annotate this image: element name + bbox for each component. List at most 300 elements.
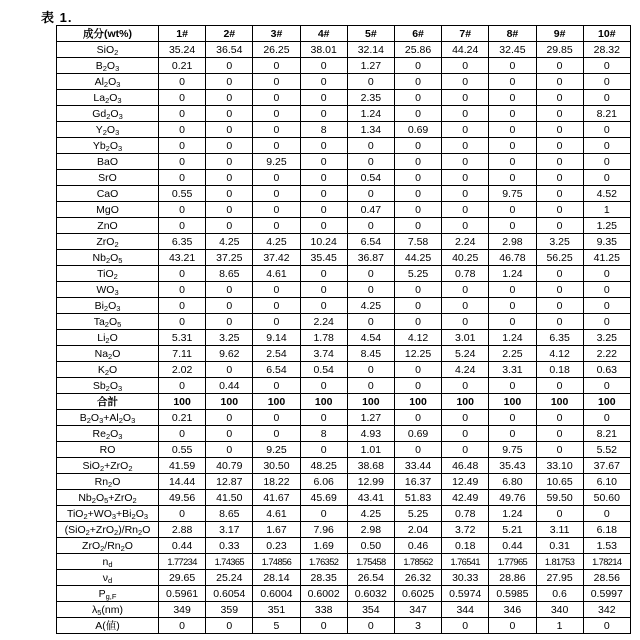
value-cell: 1.25: [583, 218, 630, 234]
value-cell: 41.50: [206, 490, 253, 506]
value-cell: 0: [300, 186, 347, 202]
value-cell: 4.54: [347, 330, 394, 346]
value-cell: 6.10: [583, 474, 630, 490]
value-cell: 8.21: [583, 106, 630, 122]
value-cell: 0: [159, 298, 206, 314]
value-cell: 0: [253, 298, 300, 314]
table-row: [57, 490, 631, 506]
value-cell: 0: [206, 362, 253, 378]
value-cell: 3.25: [583, 330, 630, 346]
value-cell: 38.68: [347, 458, 394, 474]
value-cell: 59.50: [536, 490, 583, 506]
value-cell: 340: [536, 602, 583, 618]
header-sample-10: 10#: [583, 26, 630, 42]
value-cell: 1.78: [300, 330, 347, 346]
value-cell: 0.6032: [347, 586, 394, 602]
table-row: [57, 74, 631, 90]
value-cell: 0: [206, 58, 253, 74]
value-cell: 351: [253, 602, 300, 618]
value-cell: 7.58: [394, 234, 441, 250]
value-cell: 0: [583, 90, 630, 106]
value-cell: 2.98: [489, 234, 536, 250]
value-cell: 0: [536, 202, 583, 218]
table-row: [57, 298, 631, 314]
value-cell: 0: [394, 58, 441, 74]
value-cell: 0: [442, 122, 489, 138]
value-cell: 0: [442, 186, 489, 202]
value-cell: 100: [394, 394, 441, 410]
value-cell: 0: [489, 58, 536, 74]
value-cell: 0: [347, 138, 394, 154]
header-sample-9: 9#: [536, 26, 583, 42]
row-label: $La_2O_3$: [57, 90, 159, 106]
value-cell: 0: [583, 266, 630, 282]
value-cell: 0.44: [206, 378, 253, 394]
value-cell: 45.69: [300, 490, 347, 506]
value-cell: 9.25: [253, 154, 300, 170]
value-cell: 0: [583, 170, 630, 186]
value-cell: 0: [536, 266, 583, 282]
value-cell: 0: [489, 218, 536, 234]
table-row: [57, 234, 631, 250]
value-cell: 9.75: [489, 186, 536, 202]
value-cell: 37.67: [583, 458, 630, 474]
value-cell: 0: [489, 378, 536, 394]
table-row: [57, 570, 631, 586]
table-row: [57, 122, 631, 138]
value-cell: 2.25: [489, 346, 536, 362]
value-cell: 30.50: [253, 458, 300, 474]
value-cell: 28.14: [253, 570, 300, 586]
value-cell: 0: [536, 58, 583, 74]
value-cell: 1.27: [347, 410, 394, 426]
value-cell: 50.60: [583, 490, 630, 506]
value-cell: 0: [394, 154, 441, 170]
value-cell: 0: [583, 122, 630, 138]
header-sample-1: 1#: [159, 26, 206, 42]
table-row: [57, 442, 631, 458]
value-cell: 1.74365: [206, 554, 253, 570]
value-cell: 8: [300, 426, 347, 442]
value-cell: 4.25: [206, 234, 253, 250]
value-cell: 9.35: [583, 234, 630, 250]
value-cell: 0.55: [159, 442, 206, 458]
value-cell: 0: [206, 618, 253, 634]
value-cell: 1.27: [347, 58, 394, 74]
table-row: [57, 58, 631, 74]
value-cell: 0: [300, 266, 347, 282]
row-label: $Ta_2O_5$: [57, 314, 159, 330]
table-row: [57, 202, 631, 218]
value-cell: 0: [206, 442, 253, 458]
value-cell: 35.24: [159, 42, 206, 58]
value-cell: 0: [442, 138, 489, 154]
row-label: $n_d$: [57, 554, 159, 570]
table-row: [57, 538, 631, 554]
value-cell: 0: [536, 90, 583, 106]
value-cell: 0: [583, 378, 630, 394]
value-cell: 1.77965: [489, 554, 536, 570]
value-cell: 0.63: [583, 362, 630, 378]
value-cell: 0.5961: [159, 586, 206, 602]
value-cell: 0: [347, 74, 394, 90]
composition-table: [56, 25, 631, 634]
value-cell: 6.80: [489, 474, 536, 490]
value-cell: 0: [206, 138, 253, 154]
value-cell: 0: [159, 138, 206, 154]
value-cell: 0: [442, 378, 489, 394]
value-cell: 35.43: [489, 458, 536, 474]
value-cell: 347: [394, 602, 441, 618]
value-cell: 8.65: [206, 506, 253, 522]
value-cell: 0.47: [347, 202, 394, 218]
value-cell: 1.01: [347, 442, 394, 458]
value-cell: 0.23: [253, 538, 300, 554]
value-cell: 0: [300, 170, 347, 186]
row-label: $K_2O$: [57, 362, 159, 378]
value-cell: 0: [583, 506, 630, 522]
value-cell: 0: [347, 362, 394, 378]
value-cell: 0: [536, 74, 583, 90]
value-cell: 0: [300, 298, 347, 314]
value-cell: 3.25: [536, 234, 583, 250]
value-cell: 0: [206, 122, 253, 138]
value-cell: 0: [394, 106, 441, 122]
table-row: [57, 362, 631, 378]
value-cell: 0.69: [394, 122, 441, 138]
table-row: [57, 282, 631, 298]
value-cell: 0: [159, 266, 206, 282]
value-cell: 0: [206, 314, 253, 330]
value-cell: 0: [206, 74, 253, 90]
value-cell: 0: [159, 106, 206, 122]
value-cell: 0: [489, 410, 536, 426]
value-cell: 3.25: [206, 330, 253, 346]
value-cell: 0: [300, 618, 347, 634]
value-cell: 4.93: [347, 426, 394, 442]
value-cell: 342: [583, 602, 630, 618]
value-cell: 5.25: [394, 266, 441, 282]
value-cell: 0: [347, 186, 394, 202]
value-cell: 0: [536, 138, 583, 154]
value-cell: 0: [253, 314, 300, 330]
value-cell: 56.25: [536, 250, 583, 266]
value-cell: 3.31: [489, 362, 536, 378]
table-row: [57, 42, 631, 58]
value-cell: 9.14: [253, 330, 300, 346]
row-label: SrO: [57, 170, 159, 186]
table-row: [57, 314, 631, 330]
value-cell: 1.69: [300, 538, 347, 554]
row-label: $Nb_2O_5+ZrO_2$: [57, 490, 159, 506]
value-cell: 29.65: [159, 570, 206, 586]
value-cell: 0: [536, 122, 583, 138]
value-cell: 9.62: [206, 346, 253, 362]
value-cell: 0.6002: [300, 586, 347, 602]
value-cell: 100: [536, 394, 583, 410]
row-label: A(値): [57, 618, 159, 634]
value-cell: 0: [536, 426, 583, 442]
value-cell: 100: [489, 394, 536, 410]
value-cell: 5: [253, 618, 300, 634]
value-cell: 0: [583, 74, 630, 90]
value-cell: 1.76541: [442, 554, 489, 570]
value-cell: 6.54: [347, 234, 394, 250]
row-label: $Al_2O_3$: [57, 74, 159, 90]
value-cell: 27.95: [536, 570, 583, 586]
value-cell: 3.17: [206, 522, 253, 538]
value-cell: 4.25: [347, 298, 394, 314]
value-cell: 0: [442, 426, 489, 442]
value-cell: 0: [159, 170, 206, 186]
value-cell: 18.22: [253, 474, 300, 490]
value-cell: 0: [300, 442, 347, 458]
value-cell: 42.49: [442, 490, 489, 506]
value-cell: 28.86: [489, 570, 536, 586]
value-cell: 0: [536, 186, 583, 202]
value-cell: 7.11: [159, 346, 206, 362]
value-cell: 0: [489, 618, 536, 634]
value-cell: 0: [206, 218, 253, 234]
value-cell: 26.25: [253, 42, 300, 58]
value-cell: 0: [489, 138, 536, 154]
value-cell: 0: [442, 58, 489, 74]
table-row: [57, 138, 631, 154]
value-cell: 4.25: [253, 234, 300, 250]
value-cell: 0.21: [159, 58, 206, 74]
value-cell: 3.01: [442, 330, 489, 346]
value-cell: 1.24: [489, 266, 536, 282]
value-cell: 1.34: [347, 122, 394, 138]
value-cell: 0: [536, 106, 583, 122]
value-cell: 1: [583, 202, 630, 218]
table-row: [57, 522, 631, 538]
value-cell: 0: [300, 202, 347, 218]
value-cell: 32.14: [347, 42, 394, 58]
value-cell: 2.54: [253, 346, 300, 362]
value-cell: 0: [159, 282, 206, 298]
value-cell: 359: [206, 602, 253, 618]
value-cell: 12.99: [347, 474, 394, 490]
value-cell: 0: [394, 362, 441, 378]
value-cell: 0: [442, 298, 489, 314]
value-cell: 0: [347, 218, 394, 234]
value-cell: 49.56: [159, 490, 206, 506]
value-cell: 0.78: [442, 506, 489, 522]
value-cell: 0: [442, 154, 489, 170]
row-label: $B_2O_3+Al_2O_3$: [57, 410, 159, 426]
value-cell: 0: [536, 154, 583, 170]
value-cell: 0: [394, 186, 441, 202]
value-cell: 0: [206, 106, 253, 122]
row-label: $Re_2O_3$: [57, 426, 159, 442]
value-cell: 10.65: [536, 474, 583, 490]
value-cell: 0: [489, 314, 536, 330]
value-cell: 0: [489, 282, 536, 298]
value-cell: 0: [536, 410, 583, 426]
header-sample-7: 7#: [442, 26, 489, 42]
table-row: [57, 186, 631, 202]
value-cell: 44.24: [442, 42, 489, 58]
value-cell: 0: [253, 186, 300, 202]
value-cell: 1.24: [489, 506, 536, 522]
value-cell: 5.52: [583, 442, 630, 458]
value-cell: 0: [442, 106, 489, 122]
value-cell: 2.24: [442, 234, 489, 250]
table-row: [57, 554, 631, 570]
row-label: $Y_2O_3$: [57, 122, 159, 138]
value-cell: 0.55: [159, 186, 206, 202]
value-cell: 0: [394, 90, 441, 106]
value-cell: 0: [347, 266, 394, 282]
value-cell: 0: [394, 378, 441, 394]
row-label: $\nu_d$: [57, 570, 159, 586]
value-cell: 0: [300, 282, 347, 298]
value-cell: 0: [253, 138, 300, 154]
value-cell: 35.45: [300, 250, 347, 266]
value-cell: 0: [442, 74, 489, 90]
header-sample-5: 5#: [347, 26, 394, 42]
row-label: $B_2O_3$: [57, 58, 159, 74]
value-cell: 3.72: [442, 522, 489, 538]
value-cell: 0.5974: [442, 586, 489, 602]
value-cell: 0: [206, 426, 253, 442]
value-cell: 0.6054: [206, 586, 253, 602]
value-cell: 0: [159, 314, 206, 330]
value-cell: 0: [206, 186, 253, 202]
value-cell: 26.54: [347, 570, 394, 586]
value-cell: 12.87: [206, 474, 253, 490]
header-sample-8: 8#: [489, 26, 536, 42]
table-row: [57, 506, 631, 522]
value-cell: 0.50: [347, 538, 394, 554]
value-cell: 0: [394, 314, 441, 330]
value-cell: 100: [159, 394, 206, 410]
value-cell: 0: [300, 154, 347, 170]
value-cell: 36.54: [206, 42, 253, 58]
header-component-label: 成分(wt%): [57, 26, 159, 42]
header-sample-3: 3#: [253, 26, 300, 42]
value-cell: 0: [489, 106, 536, 122]
value-cell: 0: [300, 90, 347, 106]
value-cell: 0.18: [536, 362, 583, 378]
value-cell: 0: [347, 314, 394, 330]
value-cell: 33.44: [394, 458, 441, 474]
value-cell: 6.35: [159, 234, 206, 250]
value-cell: 28.35: [300, 570, 347, 586]
value-cell: 1.78214: [583, 554, 630, 570]
value-cell: 0: [583, 282, 630, 298]
row-label: $WO_3$: [57, 282, 159, 298]
value-cell: 3.74: [300, 346, 347, 362]
value-cell: 0: [442, 202, 489, 218]
value-cell: 2.22: [583, 346, 630, 362]
value-cell: 0: [206, 298, 253, 314]
table-row: [57, 330, 631, 346]
value-cell: 0: [347, 618, 394, 634]
value-cell: 346: [489, 602, 536, 618]
value-cell: 41.25: [583, 250, 630, 266]
value-cell: 0: [300, 74, 347, 90]
value-cell: 49.76: [489, 490, 536, 506]
value-cell: 0: [394, 202, 441, 218]
value-cell: 0: [159, 202, 206, 218]
value-cell: 100: [300, 394, 347, 410]
value-cell: 0: [394, 282, 441, 298]
value-cell: 1.77234: [159, 554, 206, 570]
value-cell: 0: [536, 282, 583, 298]
value-cell: 0: [489, 202, 536, 218]
value-cell: 12.25: [394, 346, 441, 362]
row-label: 合計: [57, 394, 159, 410]
value-cell: 44.25: [394, 250, 441, 266]
value-cell: 0.18: [442, 538, 489, 554]
value-cell: 48.25: [300, 458, 347, 474]
row-label: BaO: [57, 154, 159, 170]
value-cell: 0.69: [394, 426, 441, 442]
value-cell: 33.10: [536, 458, 583, 474]
value-cell: 0: [253, 426, 300, 442]
value-cell: 0: [300, 106, 347, 122]
value-cell: 0: [159, 74, 206, 90]
value-cell: 4.12: [394, 330, 441, 346]
value-cell: 0: [489, 426, 536, 442]
value-cell: 37.25: [206, 250, 253, 266]
value-cell: 0: [159, 426, 206, 442]
value-cell: 0: [300, 410, 347, 426]
value-cell: 43.41: [347, 490, 394, 506]
value-cell: 8: [300, 122, 347, 138]
row-label: ZnO: [57, 218, 159, 234]
value-cell: 0: [489, 122, 536, 138]
value-cell: 4.61: [253, 266, 300, 282]
value-cell: 1.53: [583, 538, 630, 554]
value-cell: 4.52: [583, 186, 630, 202]
value-cell: 9.25: [253, 442, 300, 458]
value-cell: 0: [583, 138, 630, 154]
table-row: [57, 90, 631, 106]
value-cell: 0: [300, 378, 347, 394]
value-cell: 338: [300, 602, 347, 618]
value-cell: 2.02: [159, 362, 206, 378]
value-cell: 43.21: [159, 250, 206, 266]
value-cell: 5.24: [442, 346, 489, 362]
value-cell: 30.33: [442, 570, 489, 586]
value-cell: 1.24: [347, 106, 394, 122]
value-cell: 0.6025: [394, 586, 441, 602]
row-label: $P_{g,F}$: [57, 586, 159, 602]
table-row: [57, 170, 631, 186]
value-cell: 0.31: [536, 538, 583, 554]
value-cell: 0: [253, 74, 300, 90]
value-cell: 28.32: [583, 42, 630, 58]
value-cell: 0: [394, 410, 441, 426]
value-cell: 0: [536, 442, 583, 458]
value-cell: 41.67: [253, 490, 300, 506]
value-cell: 100: [442, 394, 489, 410]
value-cell: 0: [253, 378, 300, 394]
row-label: $Na_2O$: [57, 346, 159, 362]
value-cell: 0: [536, 170, 583, 186]
value-cell: 8.45: [347, 346, 394, 362]
value-cell: 1.81753: [536, 554, 583, 570]
value-cell: 0: [206, 90, 253, 106]
value-cell: 0: [253, 106, 300, 122]
row-label: CaO: [57, 186, 159, 202]
value-cell: 0: [442, 90, 489, 106]
value-cell: 6.18: [583, 522, 630, 538]
value-cell: 0: [583, 58, 630, 74]
